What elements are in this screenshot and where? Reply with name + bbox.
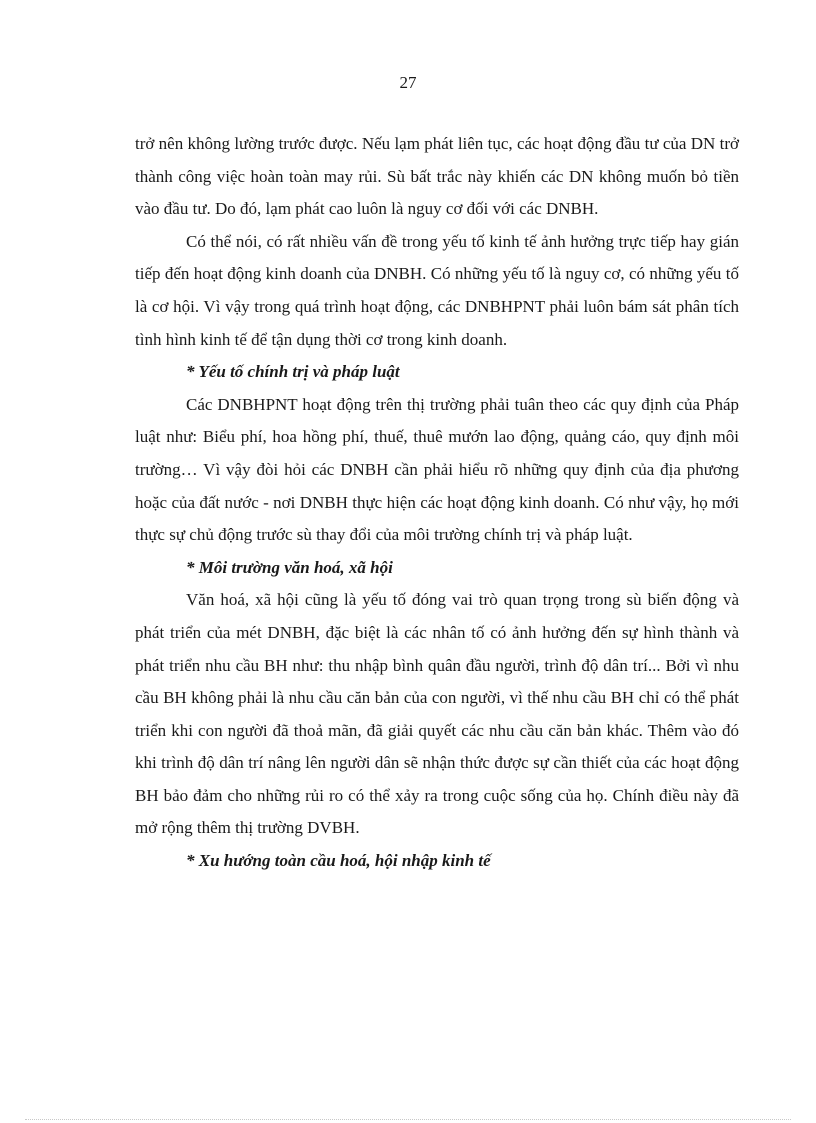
paragraph-political-legal: Các DNBHPNT hoạt động trên thị trường phải tuân theo các quy định của Pháp luật như: Biểu phí, hoa hồng phí, thuế, thuê mướn lao động, quảng cáo, quy định môi trường… Vì vậy đòi hỏi các DNBH cần phải hiểu rõ những quy định của địa phương hoặc của đất nước - nơi DNBH thực hiện các hoạt động kinh doanh. Có như vậy, họ mới thực sự chủ động trước sù thay đổi của môi trường chính trị và pháp luật. [135,394,739,545]
heading-cultural-social: * Môi trường văn hoá, xã hội [186,557,393,577]
document-body [135,128,739,878]
paragraph-cultural-social: Văn hoá, xã hội cũng là yếu tố đóng vai trò quan trọng trong sù biến động và phát triển của mét DNBH, đặc biệt là các nhân tố có ảnh hưởng đến sự hình thành và phát triển nhu cầu BH như: thu nhập bình quân đầu người, trình độ dân trí... Bởi vì nhu cầu BH không phải là nhu cầu căn bản của con người, vì thế nhu cầu BH chỉ có thể phát triển khi con người đã thoả mãn, đã giải quyết các nhu cầu căn bản khác. Thêm vào đó khi trình độ dân trí nâng lên người dân sẽ nhận thức được sự cần thiết của các hoạt động BH bảo đảm cho những rủi ro có thể xảy ra trong cuộc sống của họ. Chính điều này đã mở rộng thêm thị trường DVBH. [135,590,739,838]
paragraph-economic-factors: Có thể nói, có rất nhiều vấn đề trong yếu tố kinh tế ảnh hưởng trực tiếp hay gián tiếp đến hoạt động kinh doanh của DNBH. Có những yếu tố là nguy cơ, có những yếu tố là cơ hội. Vì vậy trong quá trình hoạt động, các DNBHPNT phải luôn bám sát phân tích tình hình kinh tế để tận dụng thời cơ trong kinh doanh. [135,231,739,349]
page-number: 27 [399,73,417,92]
paragraph-inflation-continued: trở nên không lường trước được. Nếu lạm phát liên tục, các hoạt động đầu tư của DN trở thành công việc hoàn toàn may rủi. Sù bất trắc này khiến các DN không muốn bỏ tiền vào đầu tư. Do đó, lạm phát cao luôn là nguy cơ đối với các DNBH. [135,134,739,219]
heading-globalization: * Xu hướng toàn cầu hoá, hội nhập kinh tế [186,851,491,871]
heading-political-legal: * Yếu tố chính trị và pháp luật [186,362,400,382]
page-bottom-divider [25,1119,791,1120]
